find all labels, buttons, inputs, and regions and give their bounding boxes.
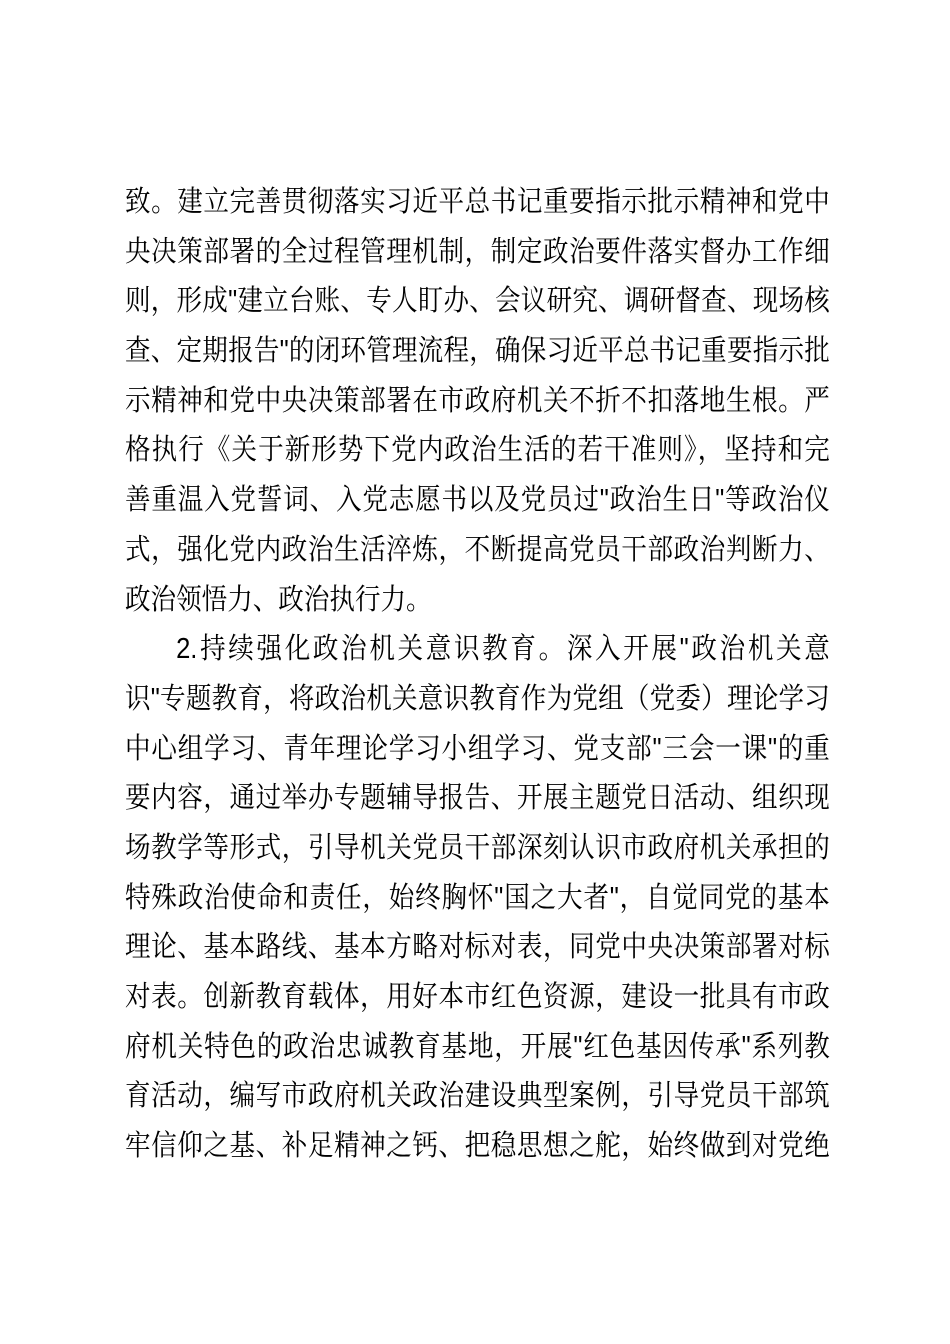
text-line: 识"专题教育，将政治机关意识教育作为党组（党委）理论学习	[125, 682, 830, 715]
text-line: 特殊政治使命和责任，始终胸怀"国之大者"，自觉同党的基本	[125, 881, 830, 914]
text-line: 中心组学习、青年理论学习小组学习、党支部"三会一课"的重	[125, 732, 830, 765]
text-line: 场教学等形式，引导机关党员干部深刻认识市政府机关承担的	[125, 831, 830, 864]
text-line: 式，强化党内政治生活淬炼，不断提高党员干部政治判断力、	[125, 533, 830, 566]
text-line: 致。建立完善贯彻落实习近平总书记重要指示批示精神和党中	[125, 186, 830, 218]
text-line: 理论、基本路线、基本方略对标对表，同党中央决策部署对标	[125, 931, 830, 964]
text-line: 善重温入党誓词、入党志愿书以及党员过"政治生日"等政治仪	[125, 484, 830, 517]
text-line: 牢信仰之基、补足精神之钙、把稳思想之舵，始终做到对党绝	[125, 1130, 830, 1163]
text-line: 央决策部署的全过程管理机制，制定政治要件落实督办工作细	[125, 235, 830, 268]
text-line-paragraph-end: 政治领悟力、政治执行力。	[125, 583, 432, 616]
text-line: 府机关特色的政治忠诚教育基地，开展"红色基因传承"系列教	[125, 1030, 830, 1063]
text-line: 对表。创新教育载体，用好本市红色资源，建设一批具有市政	[125, 981, 830, 1013]
text-line: 育活动，编写市政府机关政治建设典型案例，引导党员干部筑	[125, 1080, 830, 1113]
document-text-block	[125, 178, 830, 1172]
text-line: 格执行《关于新形势下党内政治生活的若干准则》，坚持和完	[125, 434, 830, 467]
text-line-paragraph-start: 2.持续强化政治机关意识教育。深入开展"政治机关意	[176, 633, 830, 666]
text-line: 则，形成"建立台账、专人盯办、会议研究、调研督查、现场核	[125, 285, 830, 318]
text-line: 查、定期报告"的闭环管理流程，确保习近平总书记重要指示批	[125, 335, 830, 368]
text-line: 示精神和党中央决策部署在市政府机关不折不扣落地生根。严	[125, 384, 830, 417]
text-line: 要内容，通过举办专题辅导报告、开展主题党日活动、组织现	[125, 782, 830, 815]
